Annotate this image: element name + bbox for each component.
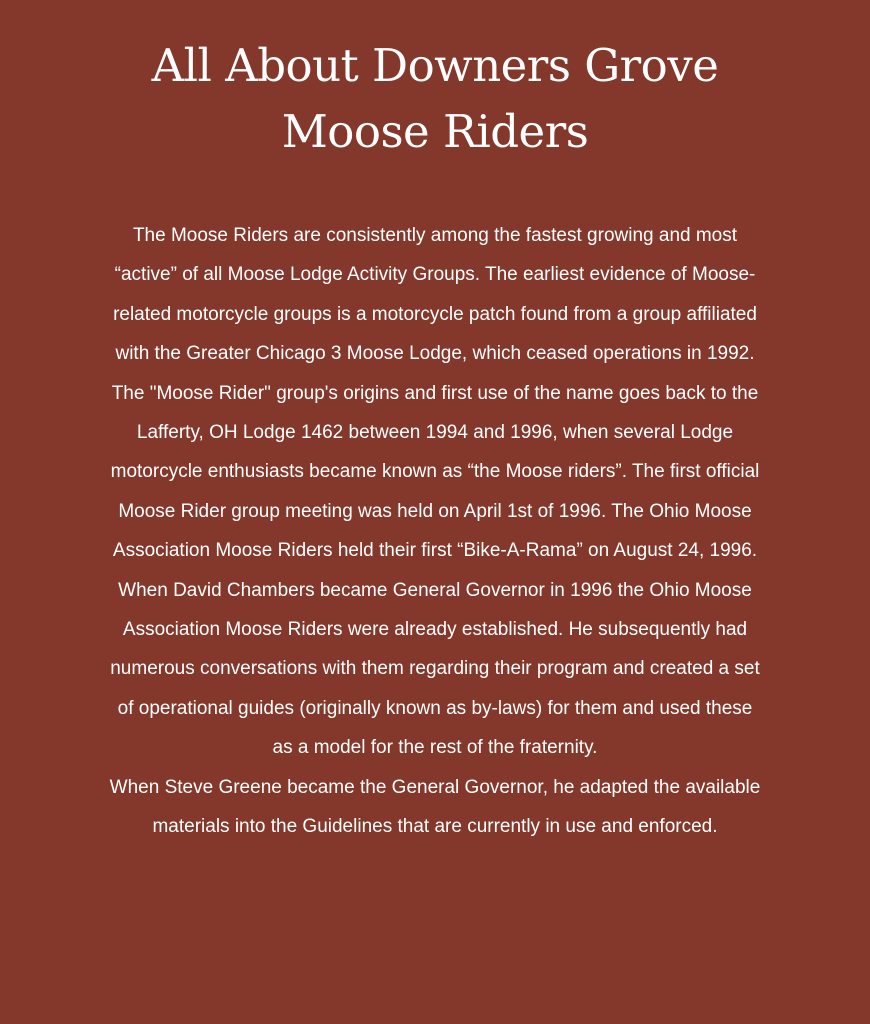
about-body bbox=[105, 216, 765, 847]
paragraph-david-chambers: When David Chambers became General Governor in 1996 the Ohio Moose Association Moose Riders were already established. He subsequently had numerous conversations with them regarding their program and created a set of operational guides (originally known as by-laws) for them and used these as a model for the rest of the fraternity. bbox=[110, 579, 760, 759]
page-title bbox=[55, 33, 815, 165]
paragraph-origins: The "Moose Rider" group's origins and first use of the name goes back to the Lafferty, OH Lodge 1462 between 1994 and 1996, when several Lodge motorcycle enthusiasts became known as “the Moose riders”. The first official Moose Rider group meeting was held on April 1st of 1996. The Ohio Moose Association Moose Riders held their first “Bike-A-Rama” on August 24, 1996. bbox=[110, 382, 760, 562]
page-title-line-1: All About Downers Grove bbox=[151, 39, 719, 92]
paragraph-early-history: The Moose Riders are consistently among the fastest growing and most “active” of all Moose Lodge Activity Groups. The earliest evidence of Moose-related motorcycle groups is a motorcycle patch found from a group affiliated with the Greater Chicago 3 Moose Lodge, which ceased operations in 1992. bbox=[113, 225, 757, 365]
paragraph-steve-greene: When Steve Greene became the General Governor, he adapted the available materials into the Guidelines that are currently in use and enforced. bbox=[109, 776, 761, 838]
page-title-line-2: Moose Riders bbox=[281, 105, 589, 158]
